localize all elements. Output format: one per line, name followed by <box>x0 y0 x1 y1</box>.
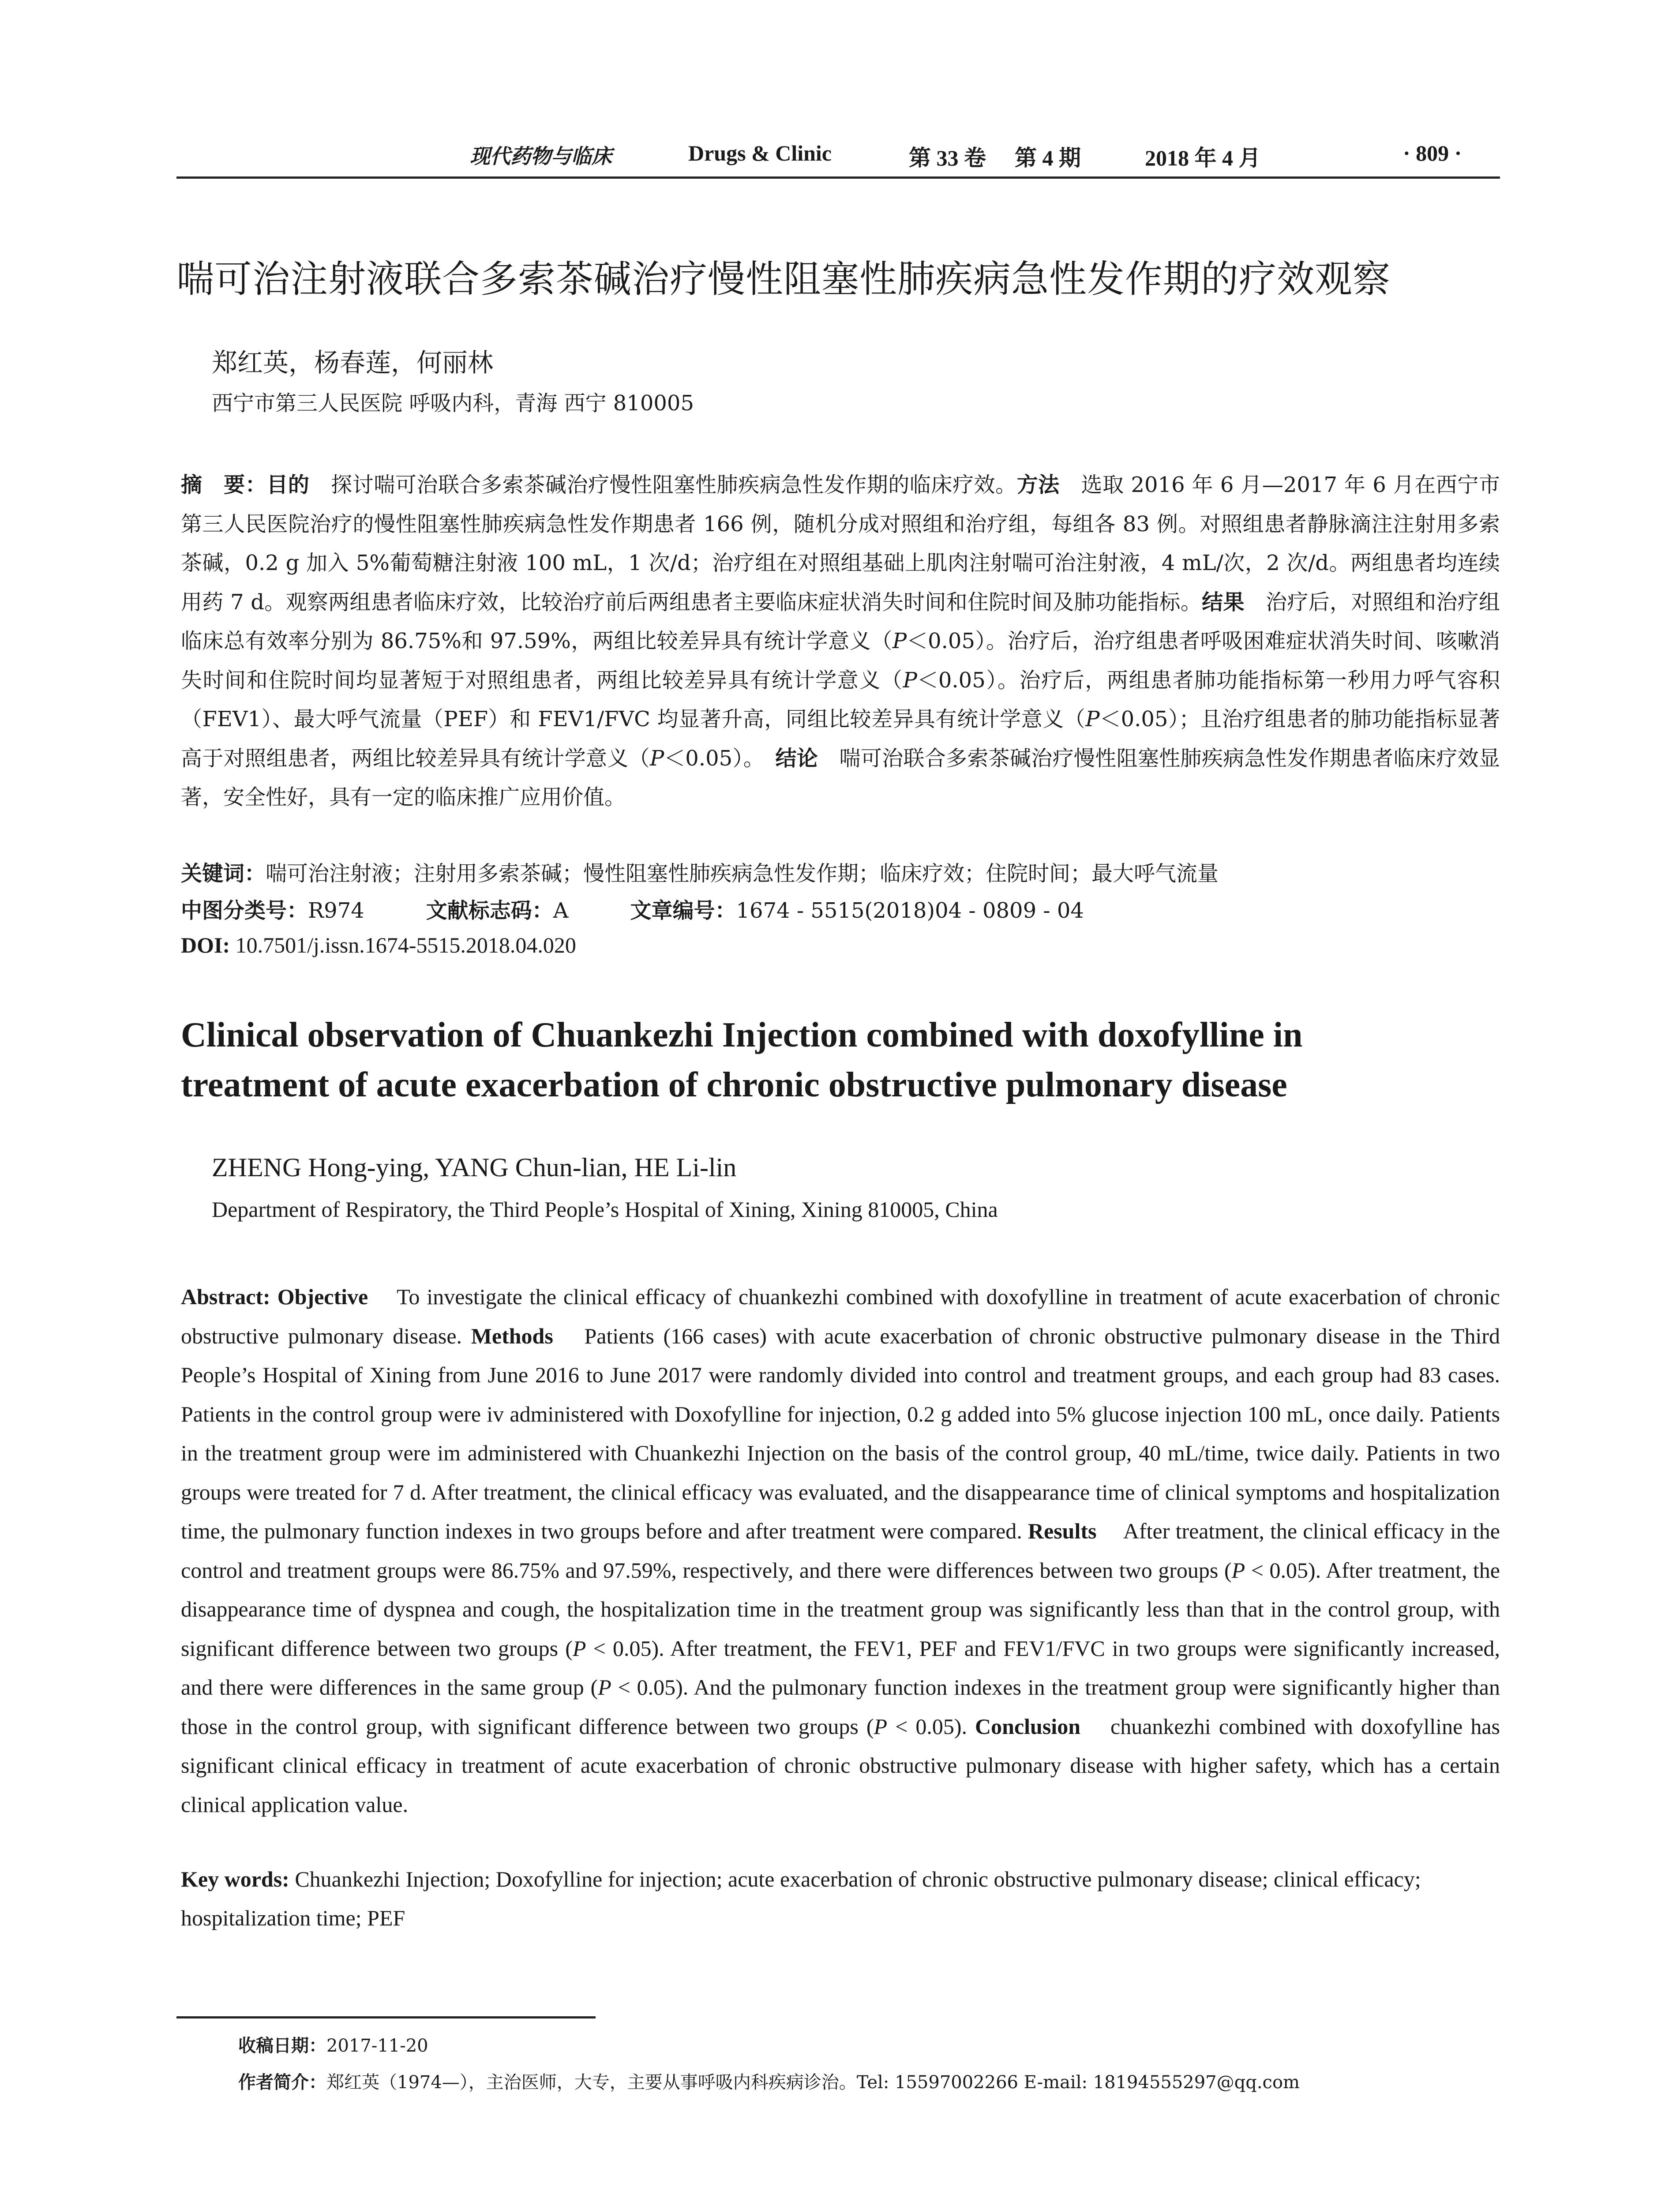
results-label-en: Results <box>1028 1519 1097 1543</box>
keywords-text-cn: 喘可治注射液；注射用多索茶碱；慢性阻塞性肺疾病急性发作期；临床疗效；住院时间；最大呼气流量 <box>266 861 1219 886</box>
clc-value: R974 <box>308 898 364 923</box>
methods-label-en: Methods <box>471 1323 553 1348</box>
footnote-author-bio <box>238 2068 1300 2093</box>
objective-label-en: Abstract: Objective <box>181 1284 368 1309</box>
footnote-rule <box>176 2016 596 2018</box>
methods-cn: 选取 2016 年 6 月—2017 年 6 月在西宁市第三人民医院治疗的慢性阻塞性肺疾病急性发作期患者 166 例，随机分成对照组和治疗组，每组各 83 例。对照组患者静脉滴注注射用多索茶碱，0.2 g 加入 5%葡萄糖注射液 100 mL，1 次/d；治疗组在对照组基础上肌肉注射喘可治注射液，4 mL/次，2 次/d。两组患者均连续用药 7 d。观察两组患者临床疗效，比较治疗前后两组患者主要临床症状消失时间和住院时间及肺功能指标。 <box>181 473 1500 615</box>
conclusion-cn: 喘可治联合多索茶碱治疗慢性阻塞性肺疾病急性发作期患者临床疗效显著，安全性好，具有一定的临床推广应用价值。 <box>181 746 1500 810</box>
keywords-en <box>181 1860 1500 1937</box>
results-cn-3: ＜0.05）。治疗后，两组患者肺功能指标第一秒用力呼气容积（FEV1）、最大呼气流量（PEF）和 FEV1/FVC 均显著升高，同组比较差异具有统计学意义（ <box>181 668 1500 732</box>
page-number: · 809 · <box>1403 141 1462 165</box>
keywords-text-en: Chuankezhi Injection; Doxofylline for injection; acute exacerbation of chronic obstructive pulmonary disease; clinical efficacy; hospitalization time; PEF <box>181 1867 1421 1930</box>
conclusion-label-en: Conclusion <box>975 1714 1080 1739</box>
conclusion-label-cn: 结论 <box>775 746 818 771</box>
affiliation-cn: 西宁市第三人民医院 呼吸内科，青海 西宁 810005 <box>212 391 694 416</box>
results-cn-4: ＜0.05）；且治疗组患者的肺功能指标显著高于对照组患者，两组比较差异具有统计学意义（ <box>181 707 1500 771</box>
p-value-italic: P <box>892 629 907 653</box>
classification-row <box>181 893 1084 924</box>
affiliation-en: Department of Respiratory, the Third People’s Hospital of Xining, Xining 810005, China <box>212 1197 998 1222</box>
p-value-italic: P <box>572 1636 586 1661</box>
doc-code-value: A <box>553 898 569 923</box>
title-en-line2: treatment of acute exacerbation of chronic obstructive pulmonary disease <box>181 1065 1287 1104</box>
p-value-italic: P <box>1085 707 1100 732</box>
author-bio-text: 郑红英（1974—），主治医师，大专，主要从事呼吸内科疾病诊治。Tel: 15597002266 E-mail: 18194555297@qq.com <box>326 2072 1300 2093</box>
abstract-en <box>181 1277 1500 1824</box>
journal-date: 2018 年 4 月 <box>1145 146 1261 170</box>
p-value-italic: P <box>903 668 917 693</box>
doi-row <box>181 932 576 958</box>
doi-link[interactable]: 10.7501/j.issn.1674-5515.2018.04.020 <box>235 933 576 957</box>
p-value-italic: P <box>1231 1557 1245 1583</box>
journal-name-en: Drugs & Clinic <box>688 141 832 165</box>
p-value-italic: P <box>874 1714 888 1739</box>
results-cn-5: ＜0.05）。 <box>664 746 765 771</box>
results-cn-1: 治疗后，对照组和治疗组临床总有效率分别为 86.75%和 97.59%，两组比较差异具有统计学意义（ <box>181 589 1500 653</box>
results-en-4: < 0.05). And the pulmonary function indexes in the treatment group were significantly higher than those in the control group, with significant difference between two groups ( <box>181 1675 1500 1739</box>
article-no-label: 文章编号： <box>630 898 736 923</box>
received-label: 收稿日期： <box>238 2036 326 2056</box>
authors-en: ZHENG Hong-ying, YANG Chun-lian, HE Li-lin <box>212 1153 737 1182</box>
authors-cn: 郑红英，杨春莲，何丽林 <box>212 348 494 378</box>
clc-label: 中图分类号： <box>181 898 308 923</box>
abstract-cn-label: 摘 要： <box>181 473 267 497</box>
objective-en: To investigate the clinical efficacy of chuankezhi combined with doxofylline in treatment of acute exacerbation of chronic obstructive pulmonary disease. <box>181 1284 1500 1348</box>
journal-name-cn: 现代药物与临床 <box>470 144 612 168</box>
results-en-5: < 0.05). <box>887 1714 967 1739</box>
results-en-3: < 0.05). After treatment, the FEV1, PEF and FEV1/FVC in two groups were significantly increased, and there were differences in the same group ( <box>181 1636 1500 1700</box>
conclusion-en: chuankezhi combined with doxofylline has significant clinical efficacy in treatment of acute exacerbation of chronic obstructive pulmonary disease with higher safety, which has a certain clinical application value. <box>181 1714 1500 1817</box>
doc-code-label: 文献标志码： <box>426 898 553 923</box>
abstract-cn <box>181 465 1500 817</box>
keywords-label-cn: 关键词： <box>181 861 266 886</box>
results-label-cn: 结果 <box>1202 589 1245 615</box>
footnote-received <box>238 2032 428 2057</box>
received-date: 2017-11-20 <box>326 2036 428 2056</box>
title-en <box>181 1010 1504 1110</box>
title-cn: 喘可治注射液联合多索茶碱治疗慢性阻塞性肺疾病急性发作期的疗效观察 <box>176 258 1391 301</box>
results-cn-2: ＜0.05）。治疗后，治疗组患者呼吸困难症状消失时间、咳嗽消失时间和住院时间均显著短于对照组患者，两组比较差异具有统计学意义（ <box>181 629 1500 693</box>
methods-label-cn: 方法 <box>1016 473 1060 497</box>
title-en-line1: Clinical observation of Chuankezhi Injection combined with doxofylline in <box>181 1016 1303 1054</box>
keywords-cn <box>181 856 1500 891</box>
objective-cn: 探讨喘可治联合多索茶碱治疗慢性阻塞性肺疾病急性发作期的临床疗效。 <box>330 473 1017 497</box>
journal-issue: 第 4 期 <box>1015 146 1081 170</box>
p-value-italic: P <box>650 746 664 771</box>
doi-label: DOI: <box>181 933 230 957</box>
article-no-value: 1674 - 5515(2018)04 - 0809 - 04 <box>736 898 1084 923</box>
methods-en: Patients (166 cases) with acute exacerbation of chronic obstructive pulmonary disease in the Third People’s Hospital of Xining from June 2016 to June 2017 were randomly divided into control and treatment groups, and each group had 83 cases. Patients in the control group were iv administered with Doxofylline for injection, 0.2 g added into 5% glucose injection 100 mL, once daily. Patients in the treatment group were im administered with Chuankezhi Injection on the basis of the control group, 40 mL/time, twice daily. Patients in two groups were treated for 7 d. After treatment, the clinical efficacy was evaluated, and the disappearance time of clinical symptoms and hospitalization time, the pulmonary function indexes in two groups before and after treatment were compared. <box>181 1323 1500 1543</box>
journal-volume: 第 33 卷 <box>909 146 986 170</box>
header-rule <box>176 176 1500 179</box>
author-bio-label: 作者简介： <box>238 2072 326 2093</box>
results-en-2: < 0.05). After treatment, the disappearance time of dyspnea and cough, the hospitalization time in the treatment group was significantly less than that in the control group, with significant difference between two groups ( <box>181 1557 1500 1661</box>
p-value-italic: P <box>598 1675 611 1700</box>
objective-label-cn: 目的 <box>266 473 310 497</box>
keywords-label-en: Key words: <box>181 1867 289 1891</box>
results-en-1: After treatment, the clinical efficacy in the control and treatment groups were 86.75% and 97.59%, respectively, and there were differences between two groups ( <box>181 1519 1500 1583</box>
